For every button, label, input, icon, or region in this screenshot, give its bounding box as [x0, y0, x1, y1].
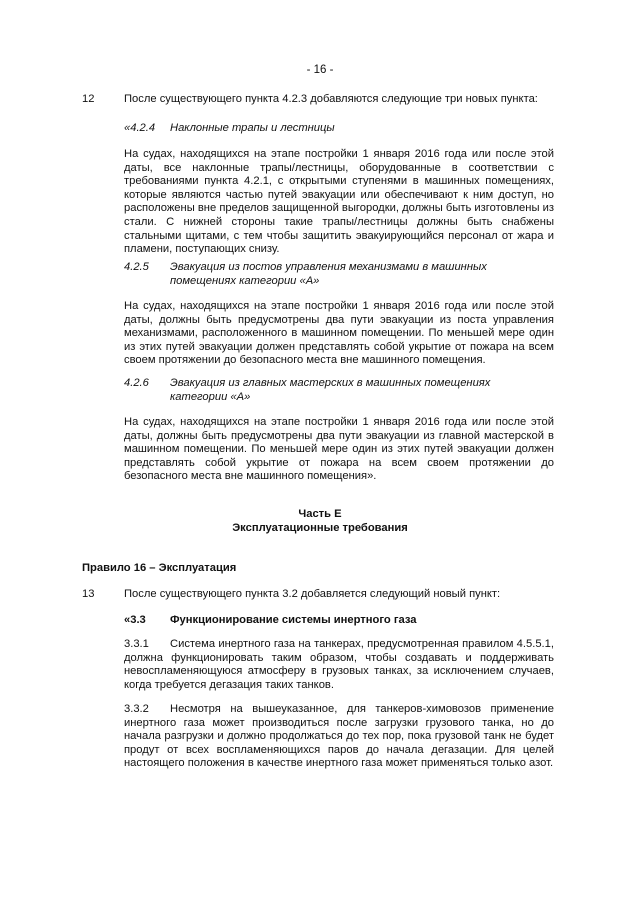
- item-13-intro: После существующего пункта 3.2 добавляется следующий новый пункт:: [124, 588, 501, 600]
- section-text: Система инертного газа на танкерах, предусмотренная правилом 4.5.5.1, должна функционировать таким образом, чтобы создавать и поддерживать невоспламеняющуюся атмосферу в грузовых танках, за исключением случаев, когда требуется дегазация таких танков.: [124, 638, 554, 691]
- part-title: Эксплуатационные требования: [232, 522, 408, 534]
- section-title: Эвакуация из главных мастерских в машинных помещениях категории «А»: [170, 377, 491, 403]
- section-3-3-2: [124, 703, 554, 771]
- section-number: 3.3.1: [124, 638, 149, 650]
- page-number: - 16 -: [306, 64, 334, 76]
- item-12-intro: После существующего пункта 4.2.3 добавляются следующие три новых пункта:: [124, 93, 538, 105]
- section-number: 3.3.2: [124, 703, 149, 715]
- section-title: Наклонные трапы и лестницы: [170, 122, 335, 134]
- section-4-2-5-text: На судах, находящихся на этапе постройки 1 января 2016 года или после этой даты, должны быть предусмотрены два пути эвакуации из поста управления механизмами, расположенного в машинном помещении. По меньшей мере один из этих путей эвакуации должен представлять собой укрытие от пожара на всем своем протяжении до безопасного места вне машинного помещения.: [124, 300, 554, 367]
- section-3-3-1: [124, 638, 554, 692]
- section-number: 4.2.6: [124, 377, 149, 389]
- section-title: Эвакуация из постов управления механизмами в машинных помещениях категории «А»: [170, 261, 487, 287]
- paragraph-number-13: 13: [82, 588, 95, 600]
- section-number: 4.2.5: [124, 261, 149, 273]
- part-label: Часть E: [298, 508, 342, 520]
- rule-heading: Правило 16 – Эксплуатация: [82, 562, 237, 574]
- paragraph-number-12: 12: [82, 93, 95, 105]
- section-number: «4.2.4: [124, 122, 156, 134]
- section-title: Функционирование системы инертного газа: [170, 614, 417, 626]
- section-4-2-4-text: На судах, находящихся на этапе постройки 1 января 2016 года или после этой даты, все наклонные трапы/лестницы, оборудованные в соответствии с требованиями пункта 4.2.1, с открытыми ступенями в машинных помещениях, которые являются частью путей эвакуации или обеспечивают к ним доступ, но расположены вне пределов защищенной выгородки, должны быть изготовлены из стали. С нижней стороны такие трапы/лестницы должны быть снабжены стальными щитами, с тем чтобы защитить эвакуирующийся персонал от жара и пламени, поступающих снизу.: [124, 148, 554, 256]
- section-text: Несмотря на вышеуказанное, для танкеров-химовозов применение инертного газа может производиться после загрузки грузового танка, но до начала разгрузки и должно продолжаться до тех пор, пока грузовой танк не будет продут от всех воспламеняющихся паров до начала дегазации. Для целей настоящего положения в качестве инертного газа может применяться только азот.: [124, 703, 554, 770]
- section-number: «3.3: [124, 614, 146, 626]
- section-4-2-6-text: На судах, находящихся на этапе постройки 1 января 2016 года или после этой даты, должны быть предусмотрены два пути эвакуации из главной мастерской в машинном помещении. По меньшей мере один из этих путей эвакуации должен представлять собой укрытие от пожара на всем своем протяжении до безопасного места вне машинного помещения».: [124, 416, 554, 483]
